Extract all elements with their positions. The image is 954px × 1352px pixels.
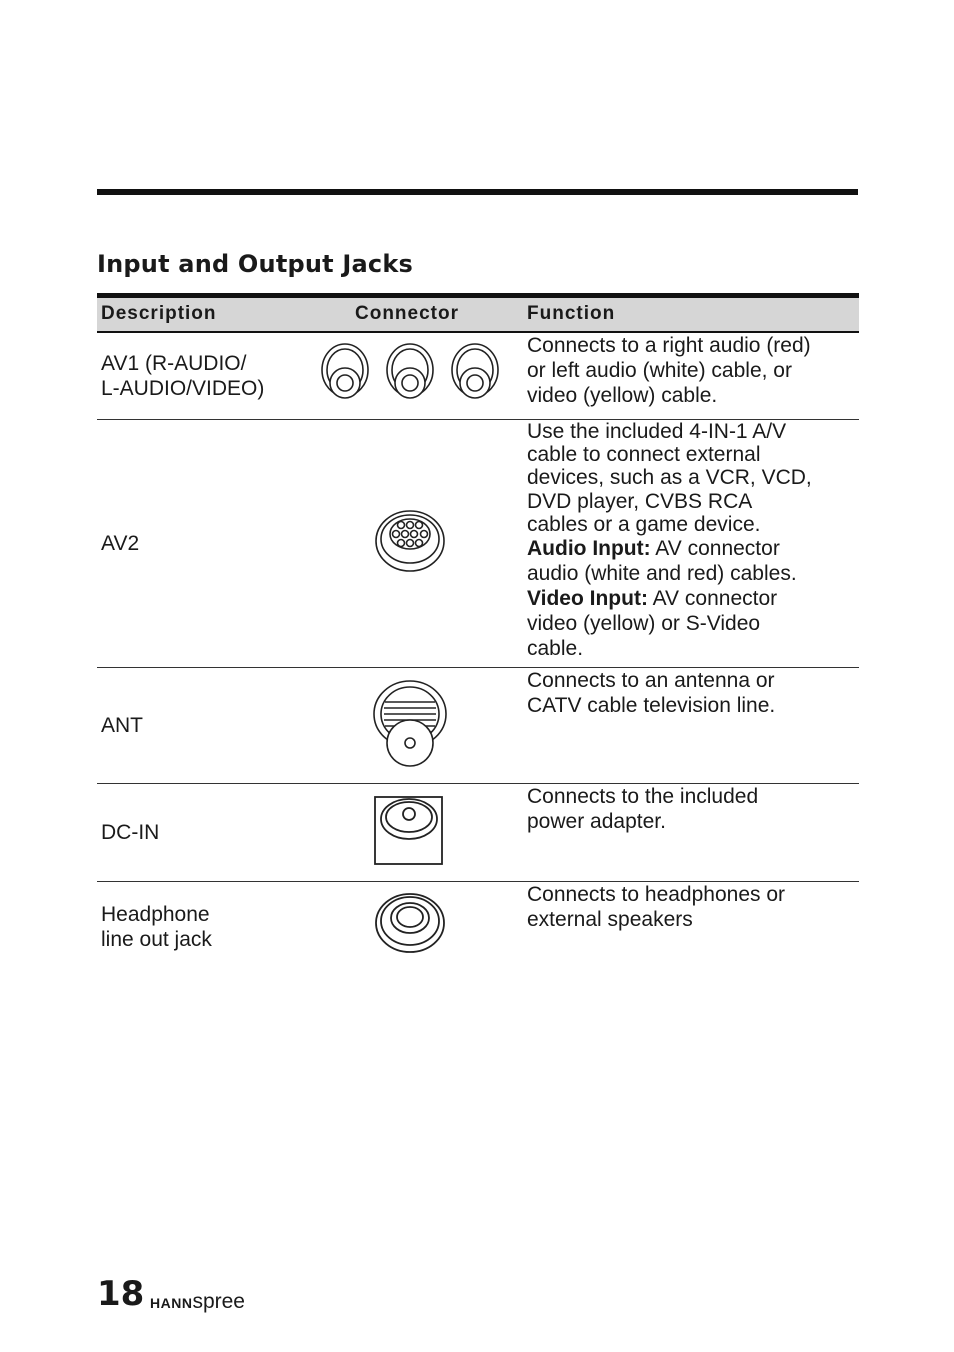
header-function: Function xyxy=(527,303,616,324)
row-function: Use the included 4-IN-1 A/V cable to connect external devices, such as a VCR, VCD, DVD player, CVBS RCA cables or a game device. Audio Input: AV connector audio (white and red) cables. Video Input: AV connector video (yellow) or S-Video cable. xyxy=(527,420,859,661)
section-title: Input and Output Jacks xyxy=(97,250,413,278)
row-function: Connects to an antenna or CATV cable television line. xyxy=(527,669,776,717)
headphone-jack-icon xyxy=(374,892,446,954)
table-row-av1 xyxy=(97,333,859,420)
av-multi-pin-connector-icon xyxy=(374,509,446,573)
row-description: DC-IN xyxy=(101,821,160,844)
table-row-dc-in xyxy=(97,784,859,882)
row-description: ANT xyxy=(101,714,143,737)
table-row-ant xyxy=(97,668,859,784)
antenna-connector-icon xyxy=(372,678,448,768)
table-row-headphone xyxy=(97,882,859,962)
header-connector: Connector xyxy=(355,303,459,324)
audio-input-note: Audio Input: AV connector xyxy=(527,537,780,560)
row-function: Connects to a right audio (red) or left audio (white) cable, or video (yellow) cable. xyxy=(527,334,811,407)
brand-logo: HANNspree xyxy=(150,1290,245,1313)
rca-jacks-icon xyxy=(319,342,501,406)
video-input-note: Video Input: AV connector xyxy=(527,587,778,610)
row-function: Connects to the included power adapter. xyxy=(527,785,759,833)
row-function: Connects to headphones or external speakers xyxy=(527,883,786,931)
table-row-av2 xyxy=(97,420,859,668)
row-description: Headphone line out jack xyxy=(101,903,212,951)
page-number: 18 xyxy=(97,1274,145,1314)
row-description: AV1 (R-AUDIO/ L-AUDIO/VIDEO) xyxy=(101,352,265,400)
table-header xyxy=(97,293,859,333)
top-rule xyxy=(97,189,858,195)
row-description: AV2 xyxy=(101,532,140,555)
dc-in-jack-icon xyxy=(374,796,444,866)
jacks-table xyxy=(97,293,859,962)
header-description: Description xyxy=(101,303,217,324)
